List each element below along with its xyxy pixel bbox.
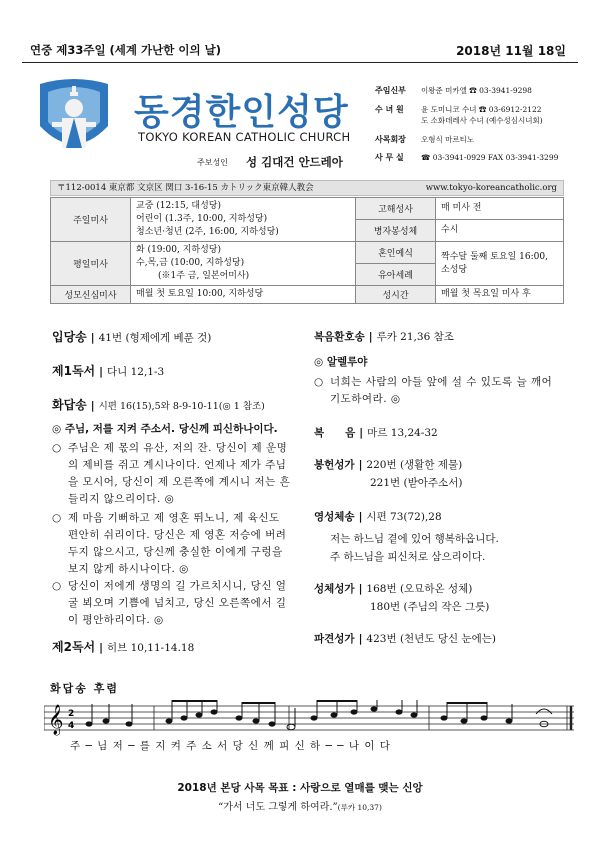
alleluia-verse: ○ 너희는 사람의 아들 앞에 설 수 있도록 늘 깨어 기도하여라. ◎	[314, 376, 553, 405]
sick-communion-label: 병자봉성체	[356, 220, 436, 242]
church-logo-icon	[26, 78, 122, 162]
baptism-label: 유아세례	[356, 264, 436, 286]
svg-text:2: 2	[68, 709, 75, 719]
header-rule	[22, 62, 578, 63]
address-bar	[50, 180, 564, 196]
svg-text:4: 4	[68, 721, 75, 731]
music-lyrics: 주 ─ 님 저 ─ 를 지 켜 주 소 서 당 신 께 피 신 하 ─ ─ 나 이 다	[70, 740, 391, 752]
holy-hour-label: 성시간	[356, 286, 436, 304]
svg-text:𝄞: 𝄞	[48, 705, 64, 735]
communion-hymn-2: 180번 (주님의 작은 그릇)	[370, 601, 490, 613]
patron-saint: 성 김대건 안드레아	[246, 155, 343, 169]
gospel: 복 음 | 마르 13,24-32	[314, 427, 438, 439]
contact-convent-2: 도 소화데레사 수녀 (예수성심시녀회)	[421, 116, 543, 125]
church-name-ko: 동경한인성당	[134, 92, 349, 133]
sick-communion-value: 수시	[436, 220, 564, 242]
recessional-hymn: 파견성가 | 423번 (천년도 당신 눈에는)	[314, 633, 496, 645]
church-name-en: TOKYO KOREAN CATHOLIC CHURCH	[138, 130, 351, 144]
liturgy-title: 연중 제33주일 (세계 가난한 이의 날)	[30, 43, 221, 57]
holy-hour-value: 매월 첫 목요일 미사 후	[436, 286, 564, 304]
music-title: 화답송 후렴	[50, 682, 119, 695]
second-reading: 제2독서 | 히브 10,11-14.18	[52, 640, 195, 654]
communion-hymn: 성체성가 | 168번 (오묘하온 성체)	[314, 583, 473, 595]
website-link[interactable]: www.tokyo-koreancatholic.org	[425, 183, 557, 193]
entrance-hymn: 입당송 | 41번 (형제에게 베푼 것)	[52, 330, 212, 344]
psalm-verse-1: ○ 주님은 제 몫의 유산, 저의 잔. 당신이 제 운명의 제비를 쥐고 계시나이다. 언제나 제가 주님을 모시어, 당신이 제 오른쪽에 계시니 저는 흔들리지 않으리이다. ◎	[52, 442, 291, 505]
patron-label: 주보성인	[197, 158, 228, 167]
alleluia: ◎ 알렐루야	[314, 356, 368, 368]
first-reading: 제1독서 | 다니 12,1-3	[52, 364, 165, 378]
gospel-acclamation: 복음환호송 | 루카 21,36 참조	[314, 331, 454, 343]
communion-antiphon-text-1: 저는 하느님 곁에 있어 행복하옵니다.	[330, 533, 499, 545]
wedding-baptism-value: 짝수달 둘째 토요일 16:00, 소성당	[436, 242, 564, 286]
wedding-label: 혼인예식	[356, 242, 436, 264]
weekday-mass-times: 화 (19:00, 지하성당) 수,목,금 (10:00, 지하성당) (※1주 금, 일본어미사)	[131, 242, 356, 286]
sunday-mass-label: 주일미사	[51, 198, 131, 242]
contact-convent: 수 녀 원 윤 도미니코 수녀 ☎ 03-6912-2122	[375, 105, 542, 114]
weekday-mass-label: 평일미사	[51, 242, 131, 286]
contact-pastor: 주임신부 이왕준 미카엘 ☎ 03-3941-9298	[375, 86, 532, 95]
psalm: 화답송 | 시편 16(15),5와 8-9-10-11(◎ 1 참조)	[52, 398, 265, 412]
psalm-response: ◎ 주님, 저를 지켜 주소서. 당신께 피신하나이다.	[52, 423, 278, 435]
confession-value: 매 미사 전	[436, 198, 564, 220]
confession-label: 고해성사	[356, 198, 436, 220]
psalm-verse-2: ○ 제 마음 기뻐하고 제 영혼 뛰노니, 제 육신도 편안히 쉬리이다. 당신은 제 영혼 저승에 버려두지 않으시고, 당신께 충실한 이에게 구렁을 보지 않게 하시나이다. ◎	[52, 512, 287, 575]
contact-office: 사 무 실 ☎ 03-3941-0929 FAX 03-3941-3299	[375, 153, 559, 162]
offertory-hymn: 봉헌성가 | 220번 (생활한 제물)	[314, 459, 463, 471]
schedule-table	[50, 197, 564, 304]
offertory-hymn-2: 221번 (받아주소서)	[370, 477, 463, 489]
contact-council: 사목회장 오형식 마르티노	[375, 135, 475, 144]
marian-mass-label: 성모신심미사	[51, 286, 131, 304]
sunday-mass-times: 교중 (12:15, 대성당) 어린이 (1.3주, 10:00, 지하성당) 청소년·청년 (2주, 16:00, 지하성당)	[131, 198, 356, 242]
bulletin-date: 2018년 11월 18일	[456, 44, 566, 58]
communion-antiphon: 영성체송 | 시편 73(72),28	[314, 511, 442, 523]
pastoral-quote: “가서 너도 그렇게 하여라.”(루카 10,37)	[218, 802, 382, 813]
pastoral-goal: 2018년 본당 사목 목표 : 사랑으로 열매를 맺는 신앙	[177, 782, 423, 794]
address-text: 〒112-0014 東京都 文京区 関口 3-16-15 カトリック東京韓人教会	[57, 183, 314, 193]
psalm-verse-3: ○ 당신이 저에게 생명의 길 가르치시니, 당신 얼굴 뵈오며 기쁨에 넘치고, 당신 오른쪽에서 길이 평안하리이다. ◎	[52, 580, 287, 626]
marian-mass-value: 매월 첫 토요일 10:00, 지하성당	[131, 286, 356, 304]
communion-antiphon-text-2: 주 하느님을 피신처로 삼으리이다.	[330, 551, 486, 563]
